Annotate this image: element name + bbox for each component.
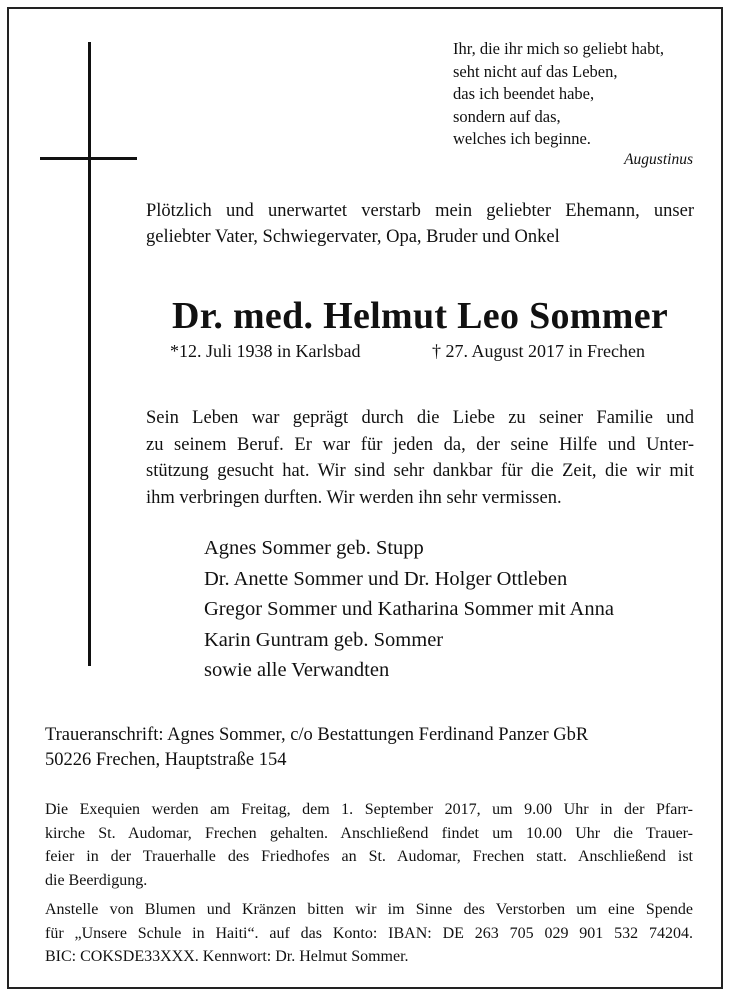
address-line: Traueranschrift: Agnes Sommer, c/o Bestattungen Ferdinand Panzer GbR	[45, 725, 589, 745]
service-line: kirche St. Audomar, Frechen gehalten. Anschließend findet um 10.00 Uhr die Trauer-	[45, 824, 693, 842]
mourner-name: Agnes Sommer geb. Stupp	[204, 537, 424, 559]
tribute-line: ihm verbringen durften. Wir werden ihn sehr vermissen.	[146, 487, 562, 508]
service-line: Die Exequien werden am Freitag, dem 1. September 2017, um 9.00 Uhr in der Pfarr-	[45, 801, 693, 818]
quote-line: welches ich beginne.	[453, 129, 591, 148]
quote-line: seht nicht auf das Leben,	[453, 61, 618, 81]
birth-date: *12. Juli 1938 in Karlsbad	[170, 341, 361, 361]
cross-icon-horizontal	[40, 157, 137, 160]
mourning-address	[45, 723, 695, 773]
tribute-line: stützung gesucht hat. Wir sind sehr dankbar für die Zeit, die wir mit	[146, 461, 694, 481]
quote-line: Ihr, die ihr mich so geliebt habt,	[453, 39, 665, 58]
service-line: feier in der Trauerhalle des Friedhofes an St. Audomar, Frechen statt. Anschließend ist	[45, 848, 693, 865]
tribute-line: zu seinem Beruf. Er war für jeden da, der seine Hilfe und Unter-	[146, 434, 694, 455]
tribute-line: Sein Leben war geprägt durch die Liebe zu seiner Familie und	[146, 408, 694, 428]
mourners-list	[204, 533, 704, 686]
intro-text	[146, 198, 694, 250]
donation-line: BIC: COKSDE33XXX. Kennwort: Dr. Helmut Sommer.	[45, 948, 409, 965]
donation-line: für „Unsere Schule in Haiti“. auf das Konto: IBAN: DE 263 705 029 901 532 74204.	[45, 924, 693, 942]
intro-line: geliebter Vater, Schwiegervater, Opa, Bruder und Onkel	[146, 227, 560, 247]
mourner-name: Karin Guntram geb. Sommer	[204, 628, 444, 651]
donation-line: Anstelle von Blumen und Kränzen bitten wir im Sinne des Verstorben um eine Spende	[45, 901, 693, 918]
donation-info	[45, 898, 693, 969]
cross-icon-vertical	[88, 42, 91, 666]
quote-author: Augustinus	[624, 150, 693, 168]
quote-block	[453, 38, 693, 171]
quote-line: sondern auf das,	[453, 106, 561, 126]
quote-line: das ich beendet habe,	[453, 84, 595, 103]
address-line: 50226 Frechen, Hauptstraße 154	[45, 750, 287, 770]
deceased-name: Dr. med. Helmut Leo Sommer	[171, 295, 669, 337]
service-info	[45, 798, 693, 892]
service-line: die Beerdigung.	[45, 871, 148, 889]
intro-line: Plötzlich und unerwartet verstarb mein geliebter Ehemann, unser	[146, 201, 694, 221]
mourner-name: Dr. Anette Sommer und Dr. Holger Ottleben	[204, 567, 568, 590]
mourner-name: sowie alle Verwandten	[204, 659, 390, 682]
mourner-name: Gregor Sommer und Katharina Sommer mit Anna	[204, 598, 614, 621]
tribute-text	[146, 405, 694, 511]
death-date: † 27. August 2017 in Frechen	[432, 341, 645, 361]
